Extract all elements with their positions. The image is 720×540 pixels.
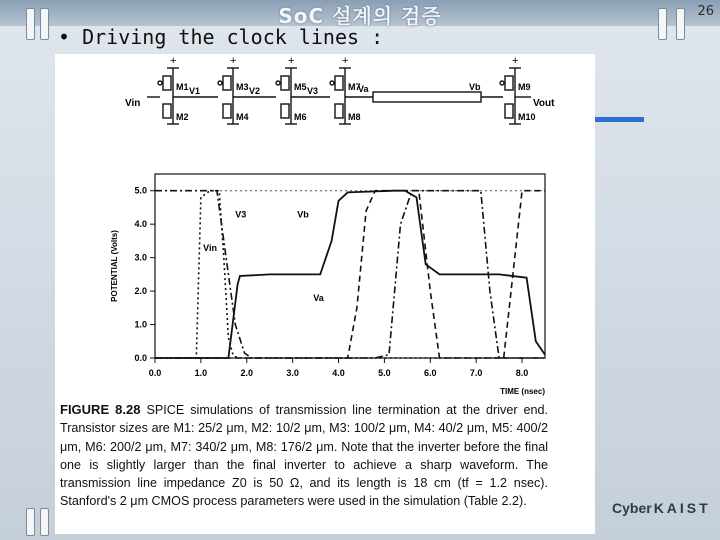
- circuit-schematic: [55, 54, 595, 134]
- pmos-bubble: [276, 81, 280, 85]
- y-tick-label: 1.0: [134, 319, 147, 330]
- caption-text: SPICE simulations of transmission line termination at the driver end. Transistor sizes are M1: 25/2 μm, M2: 10/2 μm, M3: 100/2 μm, M4: 40/2 μm, M5: 400/2 μm, M6: 200/2 μm, M7: 340/2 μm, M8: 176/2 μm. Note that the inverter before the final one is slightly larger than the final inverter to achieve a sharp waveform. The transmission line impedance Z0 is 50 Ω, and its length is 18 cm (tf = 1.2 nsec). Stanford's 2 μm CMOS process parameters were used in the simulation (Table 2.2).: [60, 403, 548, 509]
- spice-plot: [55, 134, 595, 414]
- nmos-symbol: [223, 104, 231, 118]
- x-tick-label: 6.0: [424, 368, 437, 378]
- x-tick-label: 5.0: [378, 368, 391, 378]
- binder-ring-icon: [40, 508, 49, 536]
- vdd-plus: +: [230, 55, 237, 67]
- logo-cyber: Cyber: [612, 500, 652, 516]
- transistor-label: M3: [236, 82, 249, 92]
- pmos-symbol: [335, 76, 343, 90]
- node-label-vb: Vb: [469, 82, 481, 92]
- annotation-va: Va: [313, 293, 324, 304]
- transistor-label: M6: [294, 112, 307, 122]
- figure-label: FIGURE 8.28: [60, 402, 141, 417]
- x-tick-label: 1.0: [194, 368, 208, 378]
- pmos-bubble: [330, 81, 334, 85]
- transistor-label: M10: [518, 112, 536, 122]
- transistor-label: M2: [176, 112, 189, 122]
- annotation-vin: Vin: [203, 242, 218, 253]
- annotation-v3: V3: [235, 209, 247, 220]
- pmos-symbol: [505, 76, 513, 90]
- vdd-plus: +: [170, 55, 177, 67]
- x-tick-label: 4.0: [332, 368, 345, 378]
- transmission-line: [373, 92, 481, 102]
- nmos-symbol: [281, 104, 289, 118]
- node-label: V3: [307, 86, 319, 96]
- bullet-text: • Driving the clock lines :: [58, 25, 384, 49]
- transistor-label: M8: [348, 112, 361, 122]
- annotation-vb: Vb: [297, 209, 309, 220]
- pmos-symbol: [223, 76, 231, 90]
- transistor-label: M4: [236, 112, 249, 122]
- vdd-plus: +: [342, 55, 349, 67]
- transistor-label: M5: [294, 82, 307, 92]
- pmos-bubble: [158, 81, 162, 85]
- cyber-kaist-logo: [612, 500, 711, 516]
- transistor-label: M9: [518, 82, 531, 92]
- vdd-plus: +: [288, 55, 295, 67]
- pmos-symbol: [281, 76, 289, 90]
- y-axis-label: POTENTIAL (Volts): [110, 230, 119, 302]
- textbook-figure: [55, 54, 595, 534]
- x-tick-label: 8.0: [515, 368, 529, 378]
- series-va: [155, 191, 545, 358]
- x-tick-label: 3.0: [286, 368, 299, 378]
- nmos-symbol: [163, 104, 171, 118]
- transistor-label: M7: [348, 82, 361, 92]
- node-label: V2: [249, 86, 261, 96]
- accent-line: [594, 117, 644, 122]
- page-number: 26: [697, 4, 714, 19]
- y-tick-label: 4.0: [134, 219, 147, 230]
- node-label-va: Va: [358, 84, 369, 94]
- x-tick-label: 0.0: [148, 368, 162, 378]
- x-tick-label: 7.0: [469, 368, 483, 378]
- output-label: Vout: [533, 98, 555, 109]
- node-label: V1: [189, 86, 201, 96]
- figure-caption: [60, 401, 548, 511]
- y-tick-label: 3.0: [134, 252, 147, 263]
- y-tick-label: 2.0: [134, 286, 147, 297]
- x-tick-label: 2.0: [240, 368, 254, 378]
- transistor-label: M1: [176, 82, 189, 92]
- nmos-symbol: [335, 104, 343, 118]
- y-tick-label: 0.0: [134, 353, 147, 363]
- logo-kaist: KAIST: [653, 500, 711, 516]
- pmos-bubble: [218, 81, 222, 85]
- plot-frame: [155, 174, 545, 358]
- vdd-plus: +: [512, 55, 519, 67]
- pmos-bubble: [500, 81, 504, 85]
- y-tick-label: 5.0: [134, 185, 147, 196]
- x-axis-label: TIME (nsec): [500, 387, 545, 396]
- input-label: Vin: [125, 98, 141, 109]
- binder-ring-icon: [26, 508, 35, 536]
- pmos-symbol: [163, 76, 171, 90]
- slide-title: SoC 설계의 검증: [278, 4, 442, 28]
- nmos-symbol: [505, 104, 513, 118]
